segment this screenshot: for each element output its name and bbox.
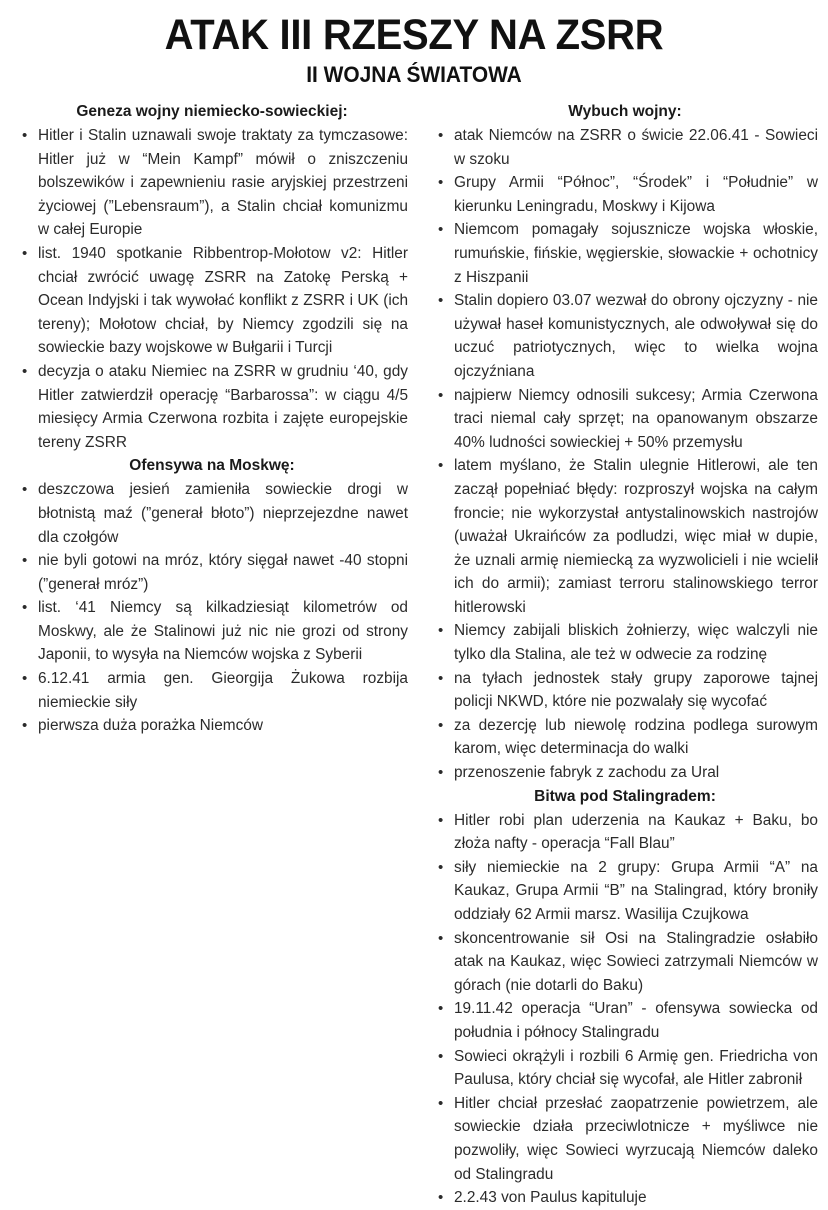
section-geneza — [16, 100, 408, 454]
list-item: • skoncentrowanie sił Osi na Stalingradzie osłabiło atak na Kaukaz, więc Sowieci zatrzymali Niemców w górach (nie dotarli do Baku) — [432, 927, 818, 998]
list-item: • za dezercję lub niewolę rodzina podlega surowym karom, więc determinacja do walki — [432, 714, 818, 761]
list-item: • decyzja o ataku Niemiec na ZSRR w grudniu ‘40, gdy Hitler zatwierdził operację “Barbarossa”: w ciągu 4/5 miesięcy Armia Czerwona rozbita i zajęte europejskie tereny ZSRR — [16, 360, 408, 454]
list-item: • siły niemieckie na 2 grupy: Grupa Armii “A” na Kaukaz, Grupa Armii “B” na Stalingrad, który broniły oddziały 62 Armii marsz. Wasilija Czujkowa — [432, 856, 818, 927]
two-column-body — [0, 100, 828, 1210]
list-item: • 6.12.41 armia gen. Gieorgija Żukowa rozbija niemieckie siły — [16, 667, 408, 714]
list-item: • na tyłach jednostek stały grupy zaporowe tajnej policji NKWD, które nie pozwalały się wycofać — [432, 667, 818, 714]
list-item: • Grupy Armii “Północ”, “Środek” i “Południe” w kierunku Leningradu, Moskwy i Kijowa — [432, 171, 818, 218]
list-item: • Stalin dopiero 03.07 wezwał do obrony ojczyzny - nie używał haseł komunistycznych, ale odwoływał się do uczuć patriotycznych, więc to wielka wojna ojczyźniana — [432, 289, 818, 383]
list-item: • przenoszenie fabryk z zachodu za Ural — [432, 761, 818, 785]
list-item: • Niemcy zabijali bliskich żołnierzy, więc walczyli nie tylko dla Stalina, ale też w odwecie za rodzinę — [432, 619, 818, 666]
list-item: • Sowieci okrążyli i rozbili 6 Armię gen. Friedricha von Paulusa, który chciał się wycofał, ale Hitler zabronił — [432, 1045, 818, 1092]
section-ofensywa — [16, 454, 408, 738]
list-item: • latem myślano, że Stalin ulegnie Hitlerowi, ale ten zaczął popełniać błędy: rozproszył wojska na całym froncie; nie wykorzystał antystalinowskich nastrojów (uważał Ukraińców za podludzi, więc miał w dupie, że uznali armię niemiecką za wyzwolicieli i nie wcielił ich do armii); zamiast terroru stalinowskiego terror hitlerowski — [432, 454, 818, 619]
list-item: • pierwsza duża porażka Niemców — [16, 714, 408, 738]
section-heading-geneza: Geneza wojny niemiecko-sowieckiej: — [76, 103, 348, 120]
bullet-list-wybuch — [432, 124, 818, 785]
list-item: • atak Niemców na ZSRR o świcie 22.06.41 - Sowieci w szoku — [432, 124, 818, 171]
right-column — [416, 100, 828, 1210]
list-item: • list. ‘41 Niemcy są kilkadziesiąt kilometrów od Moskwy, ale że Stalinowi już nic nie grozi od strony Japonii, to wysyła na Niemców wojska z Syberii — [16, 596, 408, 667]
page-subtitle: II WOJNA ŚWIATOWA — [306, 62, 522, 87]
list-item: • nie byli gotowi na mróz, który sięgał nawet -40 stopni (”generał mróz”) — [16, 549, 408, 596]
list-item: • list. 1940 spotkanie Ribbentrop-Mołotow v2: Hitler chciał zwrócić uwagę ZSRR na Zatokę Perską + Ocean Indyjski i tak wywołać konflikt z ZSRR i UK (ich tereny); Mołotow chciał, by Niemcy zgodzili się na sowieckie bazy wojskowe w Bułgarii i Turcji — [16, 242, 408, 360]
page-title: ATAK III RZESZY NA ZSRR — [164, 11, 664, 59]
bullet-list-geneza — [16, 124, 408, 454]
section-heading-ofensywa: Ofensywa na Moskwę: — [129, 457, 295, 475]
section-heading-stalingrad: Bitwa pod Stalingradem: — [534, 787, 716, 805]
title-block — [0, 0, 828, 88]
list-item: • Hitler chciał przesłać zaopatrzenie powietrzem, ale sowieckie działa przeciwlotnicze + myśliwce nie pozwoliły, więc Sowieci wyrzucają Niemców daleko od Stalingradu — [432, 1092, 818, 1186]
list-item: • Niemcom pomagały sojusznicze wojska włoskie, rumuńskie, fińskie, węgierskie, słowackie + ochotnicy z Hiszpanii — [432, 218, 818, 289]
left-column — [0, 100, 416, 738]
bullet-list-stalingrad — [432, 809, 818, 1210]
list-item: • 19.11.42 operacja “Uran” - ofensywa sowiecka od południa i północy Stalingradu — [432, 997, 818, 1044]
section-heading-wybuch: Wybuch wojny: — [568, 103, 682, 120]
section-stalingrad — [432, 785, 818, 1210]
list-item: • deszczowa jesień zamieniła sowieckie drogi w błotnistą maź (”generał błoto”) nieprzejezdne nawet dla czołgów — [16, 478, 408, 549]
list-item: • Hitler robi plan uderzenia na Kaukaz + Baku, bo złoża nafty - operacja “Fall Blau” — [432, 809, 818, 856]
list-item: • 2.2.43 von Paulus kapituluje — [432, 1186, 818, 1210]
list-item: • najpierw Niemcy odnosili sukcesy; Armia Czerwona traci niemal cały sprzęt; na opanowanym obszarze 40% ludności sowieckiej + 50% przemysłu — [432, 384, 818, 455]
bullet-list-ofensywa — [16, 478, 408, 738]
section-wybuch — [432, 100, 818, 785]
list-item: • Hitler i Stalin uznawali swoje traktaty za tymczasowe: Hitler już w “Mein Kampf” mówił o zniszczeniu bolszewików i zapewnieniu rasie aryjskiej przestrzeni życiowej (”Lebensraum”), a Stalin chciał komunizmu w całej Europie — [16, 124, 408, 242]
